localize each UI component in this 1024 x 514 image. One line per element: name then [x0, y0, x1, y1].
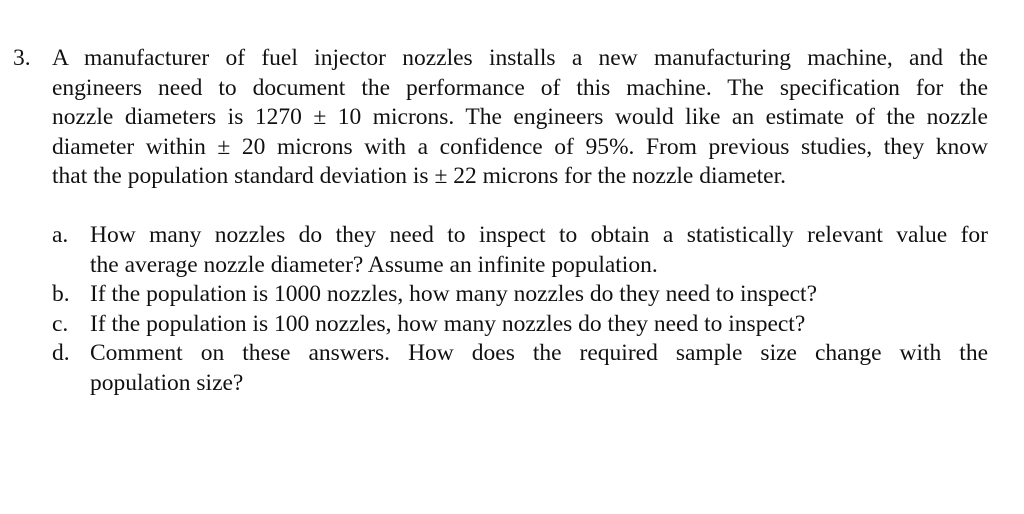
stem-line: nozzle diameters is 1270 ± 10 microns. The engineers would like an estimate of the nozzle: [52, 104, 988, 131]
sub-question-letter: a.: [52, 221, 69, 248]
sub-question-c: [52, 310, 988, 340]
stem-line: engineers need to document the performance of this machine. The specification for the: [52, 74, 988, 101]
problem-number: 3.: [13, 45, 31, 71]
sub-question-line: If the population is 100 nozzles, how many nozzles do they need to inspect?: [90, 310, 806, 337]
sub-question-letter: d.: [52, 340, 70, 367]
sub-question-line: If the population is 1000 nozzles, how many nozzles do they need to inspect?: [90, 281, 818, 308]
sub-question-letter: c.: [52, 310, 69, 337]
sub-question-text: [90, 221, 988, 280]
sub-question-b: [52, 280, 988, 310]
sub-question-text: [90, 280, 988, 310]
problem-stem: [52, 44, 988, 192]
sub-question-text: [90, 310, 988, 340]
sub-question-line: Comment on these answers. How does the required sample size change with the: [90, 340, 988, 367]
sub-question-text: [90, 339, 988, 398]
stem-line: that the population standard deviation is ± 22 microns for the nozzle diameter.: [52, 163, 787, 190]
problem-3: [13, 44, 988, 399]
sub-question-line: the average nozzle diameter? Assume an infinite population.: [90, 251, 658, 278]
sub-question-a: [52, 221, 988, 280]
sub-question-d: [52, 339, 988, 398]
sub-questions: [52, 221, 988, 399]
stem-line: A manufacturer of fuel injector nozzles installs a new manufacturing machine, and the: [52, 45, 988, 71]
sub-question-line: population size?: [90, 369, 244, 396]
problem-statement: [13, 44, 988, 192]
stem-line: diameter within ± 20 microns with a confidence of 95%. From previous studies, they know: [52, 133, 988, 160]
sub-question-letter: b.: [52, 281, 70, 308]
sub-question-line: How many nozzles do they need to inspect to obtain a statistically relevant value for: [90, 221, 988, 248]
